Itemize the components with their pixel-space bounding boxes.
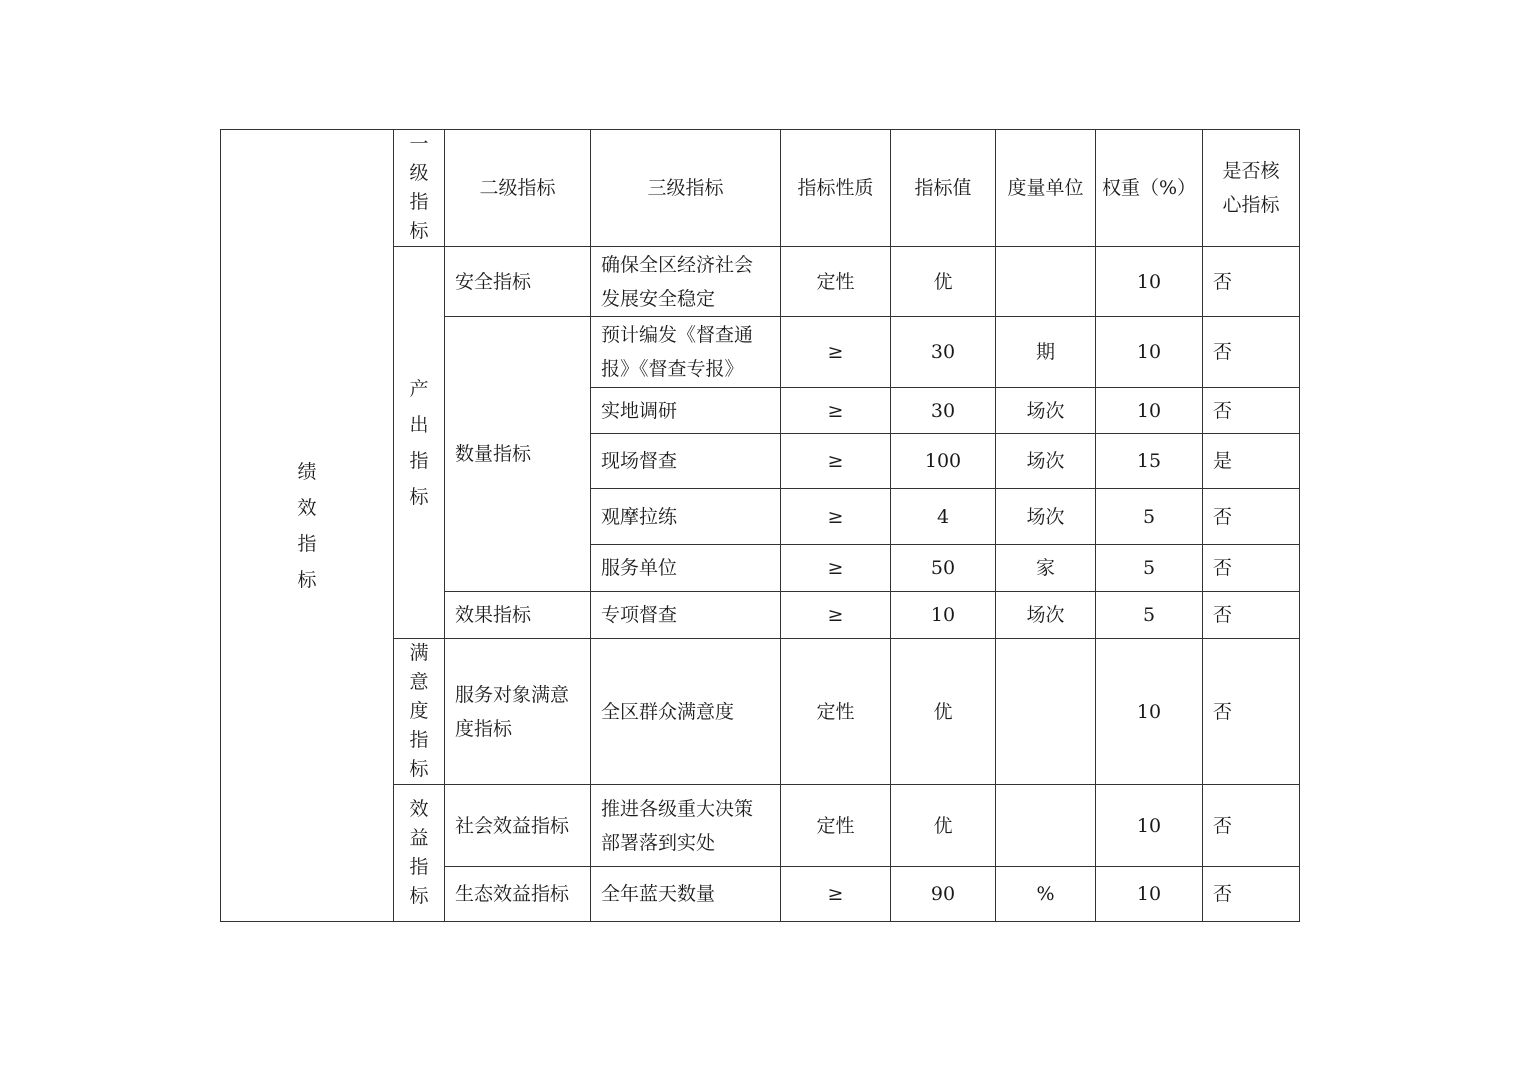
level2-cell: 数量指标	[445, 317, 591, 592]
header-row	[221, 130, 1300, 247]
core-cell: 否	[1203, 247, 1300, 317]
unit-cell: 场次	[996, 388, 1096, 434]
core-cell: 否	[1203, 388, 1300, 434]
level3-cell: 确保全区经济社会 发展安全稳定	[591, 247, 781, 317]
header-nature: 指标性质	[781, 130, 891, 247]
level1-output: 产 出 指 标	[394, 247, 445, 639]
header-value: 指标值	[891, 130, 996, 247]
unit-cell: 场次	[996, 592, 1096, 639]
level1-benefit: 效 益 指 标	[394, 785, 445, 922]
core-cell: 否	[1203, 639, 1300, 785]
level2-cell: 安全指标	[445, 247, 591, 317]
nature-cell: ≥	[781, 545, 891, 592]
level3-cell: 专项督查	[591, 592, 781, 639]
weight-cell: 5	[1096, 592, 1203, 639]
value-cell: 90	[891, 867, 996, 922]
value-cell: 10	[891, 592, 996, 639]
unit-cell: 期	[996, 317, 1096, 388]
level3-cell: 预计编发《督查通 报》《督查专报》	[591, 317, 781, 388]
unit-cell: 场次	[996, 489, 1096, 545]
header-weight: 权重（%）	[1096, 130, 1203, 247]
weight-cell: 10	[1096, 785, 1203, 867]
core-cell: 是	[1203, 434, 1300, 489]
weight-cell: 10	[1096, 317, 1203, 388]
value-cell: 30	[891, 388, 996, 434]
level1-satisfaction: 满 意 度 指 标	[394, 639, 445, 785]
level3-cell: 推进各级重大决策 部署落到实处	[591, 785, 781, 867]
core-cell: 否	[1203, 489, 1300, 545]
unit-cell	[996, 639, 1096, 785]
value-cell: 优	[891, 247, 996, 317]
weight-cell: 10	[1096, 247, 1203, 317]
header-level3: 三级指标	[591, 130, 781, 247]
header-core: 是否核 心指标	[1203, 130, 1300, 247]
value-cell: 优	[891, 639, 996, 785]
value-cell: 50	[891, 545, 996, 592]
weight-cell: 10	[1096, 639, 1203, 785]
value-cell: 优	[891, 785, 996, 867]
level3-cell: 现场督查	[591, 434, 781, 489]
core-cell: 否	[1203, 867, 1300, 922]
unit-cell: 家	[996, 545, 1096, 592]
unit-cell	[996, 247, 1096, 317]
nature-cell: ≥	[781, 434, 891, 489]
core-cell: 否	[1203, 785, 1300, 867]
nature-cell: 定性	[781, 639, 891, 785]
header-level1: 一 级 指 标	[394, 130, 445, 247]
core-cell: 否	[1203, 545, 1300, 592]
nature-cell: ≥	[781, 592, 891, 639]
header-unit: 度量单位	[996, 130, 1096, 247]
level2-cell: 服务对象满意 度指标	[445, 639, 591, 785]
level3-cell: 全区群众满意度	[591, 639, 781, 785]
weight-cell: 15	[1096, 434, 1203, 489]
level3-cell: 观摩拉练	[591, 489, 781, 545]
level2-cell: 效果指标	[445, 592, 591, 639]
value-cell: 100	[891, 434, 996, 489]
performance-indicator-label: 绩 效 指 标	[221, 130, 394, 922]
value-cell: 30	[891, 317, 996, 388]
nature-cell: ≥	[781, 867, 891, 922]
performance-indicator-table	[220, 129, 1300, 922]
nature-cell: 定性	[781, 247, 891, 317]
unit-cell	[996, 785, 1096, 867]
level3-cell: 服务单位	[591, 545, 781, 592]
level2-cell: 社会效益指标	[445, 785, 591, 867]
weight-cell: 5	[1096, 545, 1203, 592]
level2-cell: 生态效益指标	[445, 867, 591, 922]
weight-cell: 10	[1096, 388, 1203, 434]
level3-cell: 全年蓝天数量	[591, 867, 781, 922]
weight-cell: 10	[1096, 867, 1203, 922]
nature-cell: 定性	[781, 785, 891, 867]
weight-cell: 5	[1096, 489, 1203, 545]
core-cell: 否	[1203, 592, 1300, 639]
nature-cell: ≥	[781, 489, 891, 545]
level3-cell: 实地调研	[591, 388, 781, 434]
nature-cell: ≥	[781, 388, 891, 434]
unit-cell: %	[996, 867, 1096, 922]
value-cell: 4	[891, 489, 996, 545]
unit-cell: 场次	[996, 434, 1096, 489]
nature-cell: ≥	[781, 317, 891, 388]
header-level2: 二级指标	[445, 130, 591, 247]
core-cell: 否	[1203, 317, 1300, 388]
